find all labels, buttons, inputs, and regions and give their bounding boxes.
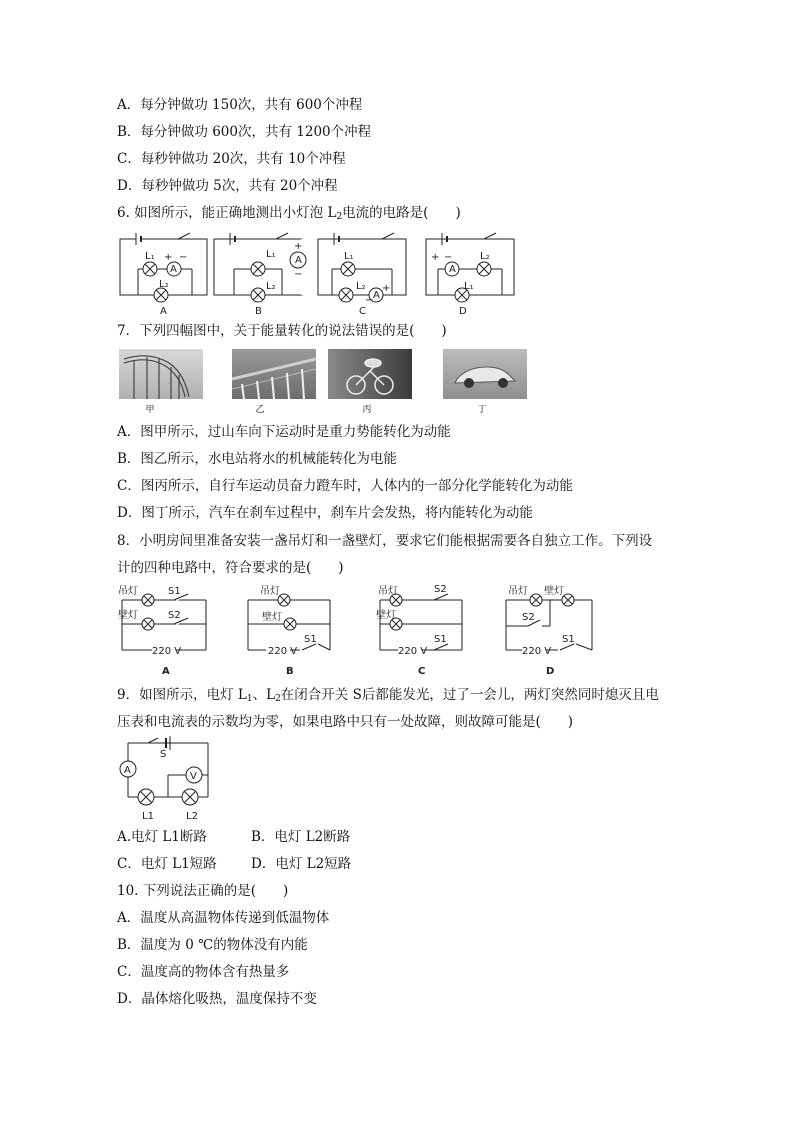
- q8a-s2: S2: [168, 610, 181, 621]
- q6d-l1-label: L₁: [464, 281, 474, 292]
- q10-option-b: B．温度为 0 ℃的物体没有内能: [117, 937, 308, 953]
- q10-option-c: C．温度高的物体含有热量多: [117, 964, 290, 980]
- q6-label-b: B: [255, 306, 262, 317]
- q10-option-d: D．晶体熔化吸热，温度保持不变: [117, 991, 317, 1007]
- q8a-s1: S1: [168, 586, 181, 597]
- q8-circuit-b: [248, 594, 330, 650]
- q6a-l1-label: L₁: [145, 251, 155, 262]
- q8b-lamp1: 吊灯: [260, 586, 280, 597]
- q6b-plus: +: [294, 241, 303, 252]
- q8c-s2: S2: [434, 584, 447, 595]
- q9-option-a: A.电灯 L1断路: [117, 829, 207, 845]
- q8c-lamp2: 壁灯: [376, 610, 396, 621]
- q8d-s1: S1: [562, 634, 575, 645]
- q6b-l1-label: L₁: [266, 249, 276, 260]
- q8-label-a: A: [162, 666, 170, 677]
- q9-ammeter-label: A: [124, 765, 131, 776]
- q9-switch-label: S: [160, 749, 167, 760]
- q10-stem: 10. 下列说法正确的是( ): [117, 883, 289, 899]
- q9-circuit-figure: [118, 735, 228, 821]
- q8c-lamp1: 吊灯: [378, 586, 398, 597]
- q8-circuit-a: [122, 594, 206, 650]
- q8-stem-line1: 8．小明房间里准备安装一盏吊灯和一盏壁灯，要求它们能根据需要各自独立工作。下列设: [117, 533, 653, 549]
- q6b-l2-label: L₂: [266, 281, 276, 292]
- photo-cyclist: [328, 349, 412, 399]
- q6c-minus: −: [365, 295, 374, 306]
- q8a-lamp1: 吊灯: [118, 586, 138, 597]
- photo-roller-coaster: [119, 349, 203, 399]
- q7-option-b: B．图乙所示，水电站将水的机械能转化为电能: [117, 451, 397, 467]
- q8-stem-line2: 计的四种电路中，符合要求的是( ): [117, 560, 344, 576]
- q9-option-b: B．电灯 L2断路: [251, 829, 351, 845]
- q8a-voltage: 220 V: [152, 646, 182, 657]
- q8-circuit-c: [380, 594, 462, 650]
- q7-option-c: C．图丙所示，自行车运动员奋力蹬车时，人体内的一部分化学能转化为动能: [117, 478, 573, 494]
- q6-circuit-b: [214, 233, 306, 302]
- q8d-lamp1: 吊灯: [508, 586, 528, 597]
- q7-option-a: A．图甲所示，过山车向下运动时是重力势能转化为动能: [117, 424, 451, 440]
- photo-label-jia: 甲: [145, 405, 155, 415]
- q6-circuit-figures: [118, 229, 518, 319]
- photo-label-bing: 丙: [362, 405, 372, 415]
- q8-circuit-figures: [118, 582, 598, 680]
- q8-circuit-d: [506, 594, 592, 650]
- q8d-s2: S2: [522, 612, 535, 623]
- q6a-plus: +: [164, 252, 173, 263]
- q6a-ammeter: A: [170, 264, 177, 275]
- photo-label-ding: 丁: [477, 405, 487, 415]
- q8-label-c: C: [418, 666, 426, 677]
- q9-l1-label: L1: [142, 811, 154, 821]
- q5-option-c: C．每秒钟做功 20次，共有 10个冲程: [117, 151, 346, 167]
- photo-hydro-dam: [232, 349, 316, 399]
- q5-option-a: A．每分钟做功 150次，共有 600个冲程: [117, 97, 363, 113]
- q6d-plus: +: [431, 252, 440, 263]
- q6-circuit-a: [120, 233, 207, 302]
- q9-option-d: D．电灯 L2短路: [251, 856, 352, 872]
- q8d-lamp2: 壁灯: [544, 586, 564, 597]
- q6-label-d: D: [459, 306, 467, 317]
- q9-stem-line2: 压表和电流表的示数均为零，如果电路中只有一处故障，则故障可能是( ): [117, 714, 574, 730]
- q8d-voltage: 220 V: [522, 646, 552, 657]
- q8a-lamp2: 壁灯: [118, 610, 138, 621]
- q8-label-d: D: [546, 666, 555, 677]
- q10-option-a: A．温度从高温物体传递到低温物体: [117, 910, 330, 926]
- q6d-ammeter: A: [449, 264, 456, 275]
- q6c-plus: +: [382, 283, 391, 294]
- q6a-l2-label: L₂: [159, 279, 169, 290]
- q6-label-c: C: [359, 306, 366, 317]
- q9-voltmeter-label: V: [190, 771, 197, 782]
- q6b-minus: −: [294, 269, 303, 280]
- q5-option-d: D．每秒钟做功 5次，共有 20个冲程: [117, 178, 338, 194]
- q6c-ammeter: A: [373, 290, 380, 301]
- q8b-voltage: 220 V: [268, 646, 298, 657]
- q9-stem-line1: 9．如图所示，电灯 $L_1$、$L_2$在闭合开关 S后都能发光，过了一会儿，两灯突然同时熄灭且电: [117, 687, 659, 704]
- photo-label-yi: 乙: [255, 405, 265, 415]
- q7-option-d: D．图丁所示，汽车在刹车过程中，刹车片会发热，将内能转化为动能: [117, 505, 533, 521]
- q8b-s1: S1: [304, 634, 317, 645]
- q8b-lamp2: 壁灯: [262, 612, 282, 623]
- q6-stem: 6. 如图所示，能正确地测出小灯泡 $L_2$电流的电路是( ): [117, 205, 461, 222]
- q9-l2-label: L2: [186, 811, 198, 821]
- q6a-minus: −: [179, 252, 188, 263]
- q8-label-b: B: [286, 666, 294, 677]
- q6-label-a: A: [160, 306, 167, 317]
- q7-stem: 7．下列四幅图中，关于能量转化的说法错误的是( ): [117, 323, 447, 339]
- q8c-voltage: 220 V: [398, 646, 428, 657]
- photo-sports-car: [443, 349, 527, 399]
- q6d-minus: −: [444, 252, 453, 263]
- q6b-ammeter: A: [295, 255, 302, 266]
- q6d-l2-label: L₂: [480, 251, 490, 262]
- q9-option-c: C．电灯 L1短路: [117, 856, 217, 872]
- q5-option-b: B．每分钟做功 600次，共有 1200个冲程: [117, 124, 372, 140]
- q6c-l2-label: L₂: [356, 281, 366, 292]
- q6c-l1-label: L₁: [344, 251, 354, 262]
- q8c-s1: S1: [434, 634, 447, 645]
